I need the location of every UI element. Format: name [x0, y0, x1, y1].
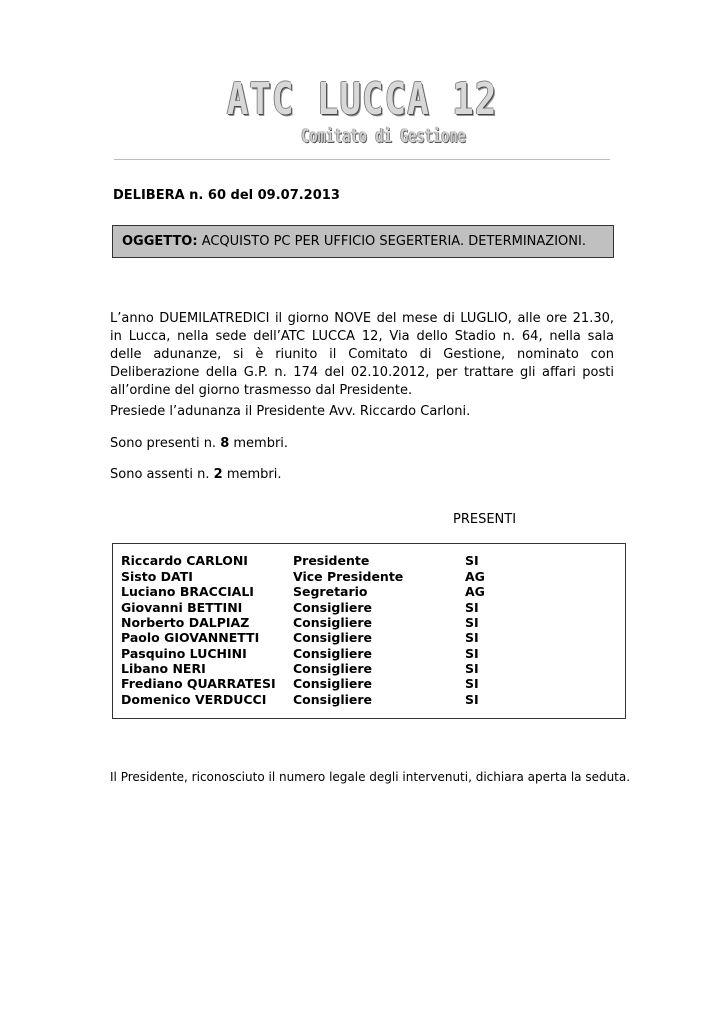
members-table	[112, 543, 626, 719]
assenti-suffix: membri.	[222, 467, 282, 482]
logo-subtitle: Comitato di Gestione	[301, 125, 466, 147]
member-name: Libano NERI	[121, 661, 206, 676]
presenti-header: PRESENTI	[453, 512, 517, 527]
delibera-number: DELIBERA n. 60 del 09.07.2013	[113, 188, 340, 203]
member-status: AG	[465, 584, 485, 599]
member-status: SI	[465, 615, 479, 630]
member-status: SI	[465, 553, 479, 568]
presiede-line: Presiede l’adunanza il Presidente Avv. Riccardo Carloni.	[110, 404, 471, 419]
member-role: Consigliere	[293, 600, 373, 615]
member-role: Consigliere	[293, 615, 373, 630]
member-name: Sisto DATI	[121, 569, 193, 584]
presenti-prefix: Sono presenti n.	[110, 436, 221, 451]
member-name: Domenico VERDUCCI	[121, 692, 267, 707]
member-name: Norberto DALPIAZ	[121, 615, 250, 630]
member-name: Paolo GIOVANNETTI	[121, 630, 260, 645]
member-status: AG	[465, 569, 485, 584]
member-name: Giovanni BETTINI	[121, 600, 243, 615]
presenti-line	[110, 436, 288, 451]
member-role: Consigliere	[293, 692, 373, 707]
member-status: SI	[465, 676, 479, 691]
member-role: Vice Presidente	[293, 569, 404, 584]
header-divider	[114, 159, 610, 160]
oggetto-label: OGGETTO:	[122, 234, 198, 249]
member-name: Pasquino LUCHINI	[121, 646, 247, 661]
presenti-count: 8	[220, 436, 230, 451]
assenti-count: 2	[213, 467, 223, 482]
oggetto-box	[112, 225, 614, 258]
intro-paragraph: L’anno DUEMILATREDICI il giorno NOVE del mese di LUGLIO, alle ore 21.30, in Lucca, nella sede dell’ATC LUCCA 12, Via dello Stadio n. 64, nella sala delle adunanze, si è riunito il Comitato di Gestione, nominato con Deliberazione della G.P. n. 174 del 02.10.2012, per trattare gli affari posti all’ordine del giorno trasmesso dal Presidente.	[110, 311, 614, 398]
assenti-line	[110, 467, 282, 482]
member-role: Segretario	[293, 584, 368, 599]
member-status: SI	[465, 661, 479, 676]
oggetto-text: ACQUISTO PC PER UFFICIO SEGERTERIA. DETERMINAZIONI.	[197, 234, 586, 249]
member-status: SI	[465, 630, 479, 645]
member-name: Frediano QUARRATESI	[121, 676, 276, 691]
member-role: Presidente	[293, 553, 370, 568]
logo-title: ATC LUCCA 12	[226, 74, 498, 125]
member-role: Consigliere	[293, 630, 373, 645]
member-name: Riccardo CARLONI	[121, 553, 248, 568]
member-status: SI	[465, 692, 479, 707]
member-status: SI	[465, 600, 479, 615]
presenti-suffix: membri.	[229, 436, 289, 451]
member-role: Consigliere	[293, 661, 373, 676]
member-status: SI	[465, 646, 479, 661]
footer-statement: Il Presidente, riconosciuto il numero legale degli intervenuti, dichiara aperta la seduta.	[110, 770, 631, 784]
member-name: Luciano BRACCIALI	[121, 584, 254, 599]
member-role: Consigliere	[293, 646, 373, 661]
assenti-prefix: Sono assenti n.	[110, 467, 214, 482]
member-role: Consigliere	[293, 676, 373, 691]
